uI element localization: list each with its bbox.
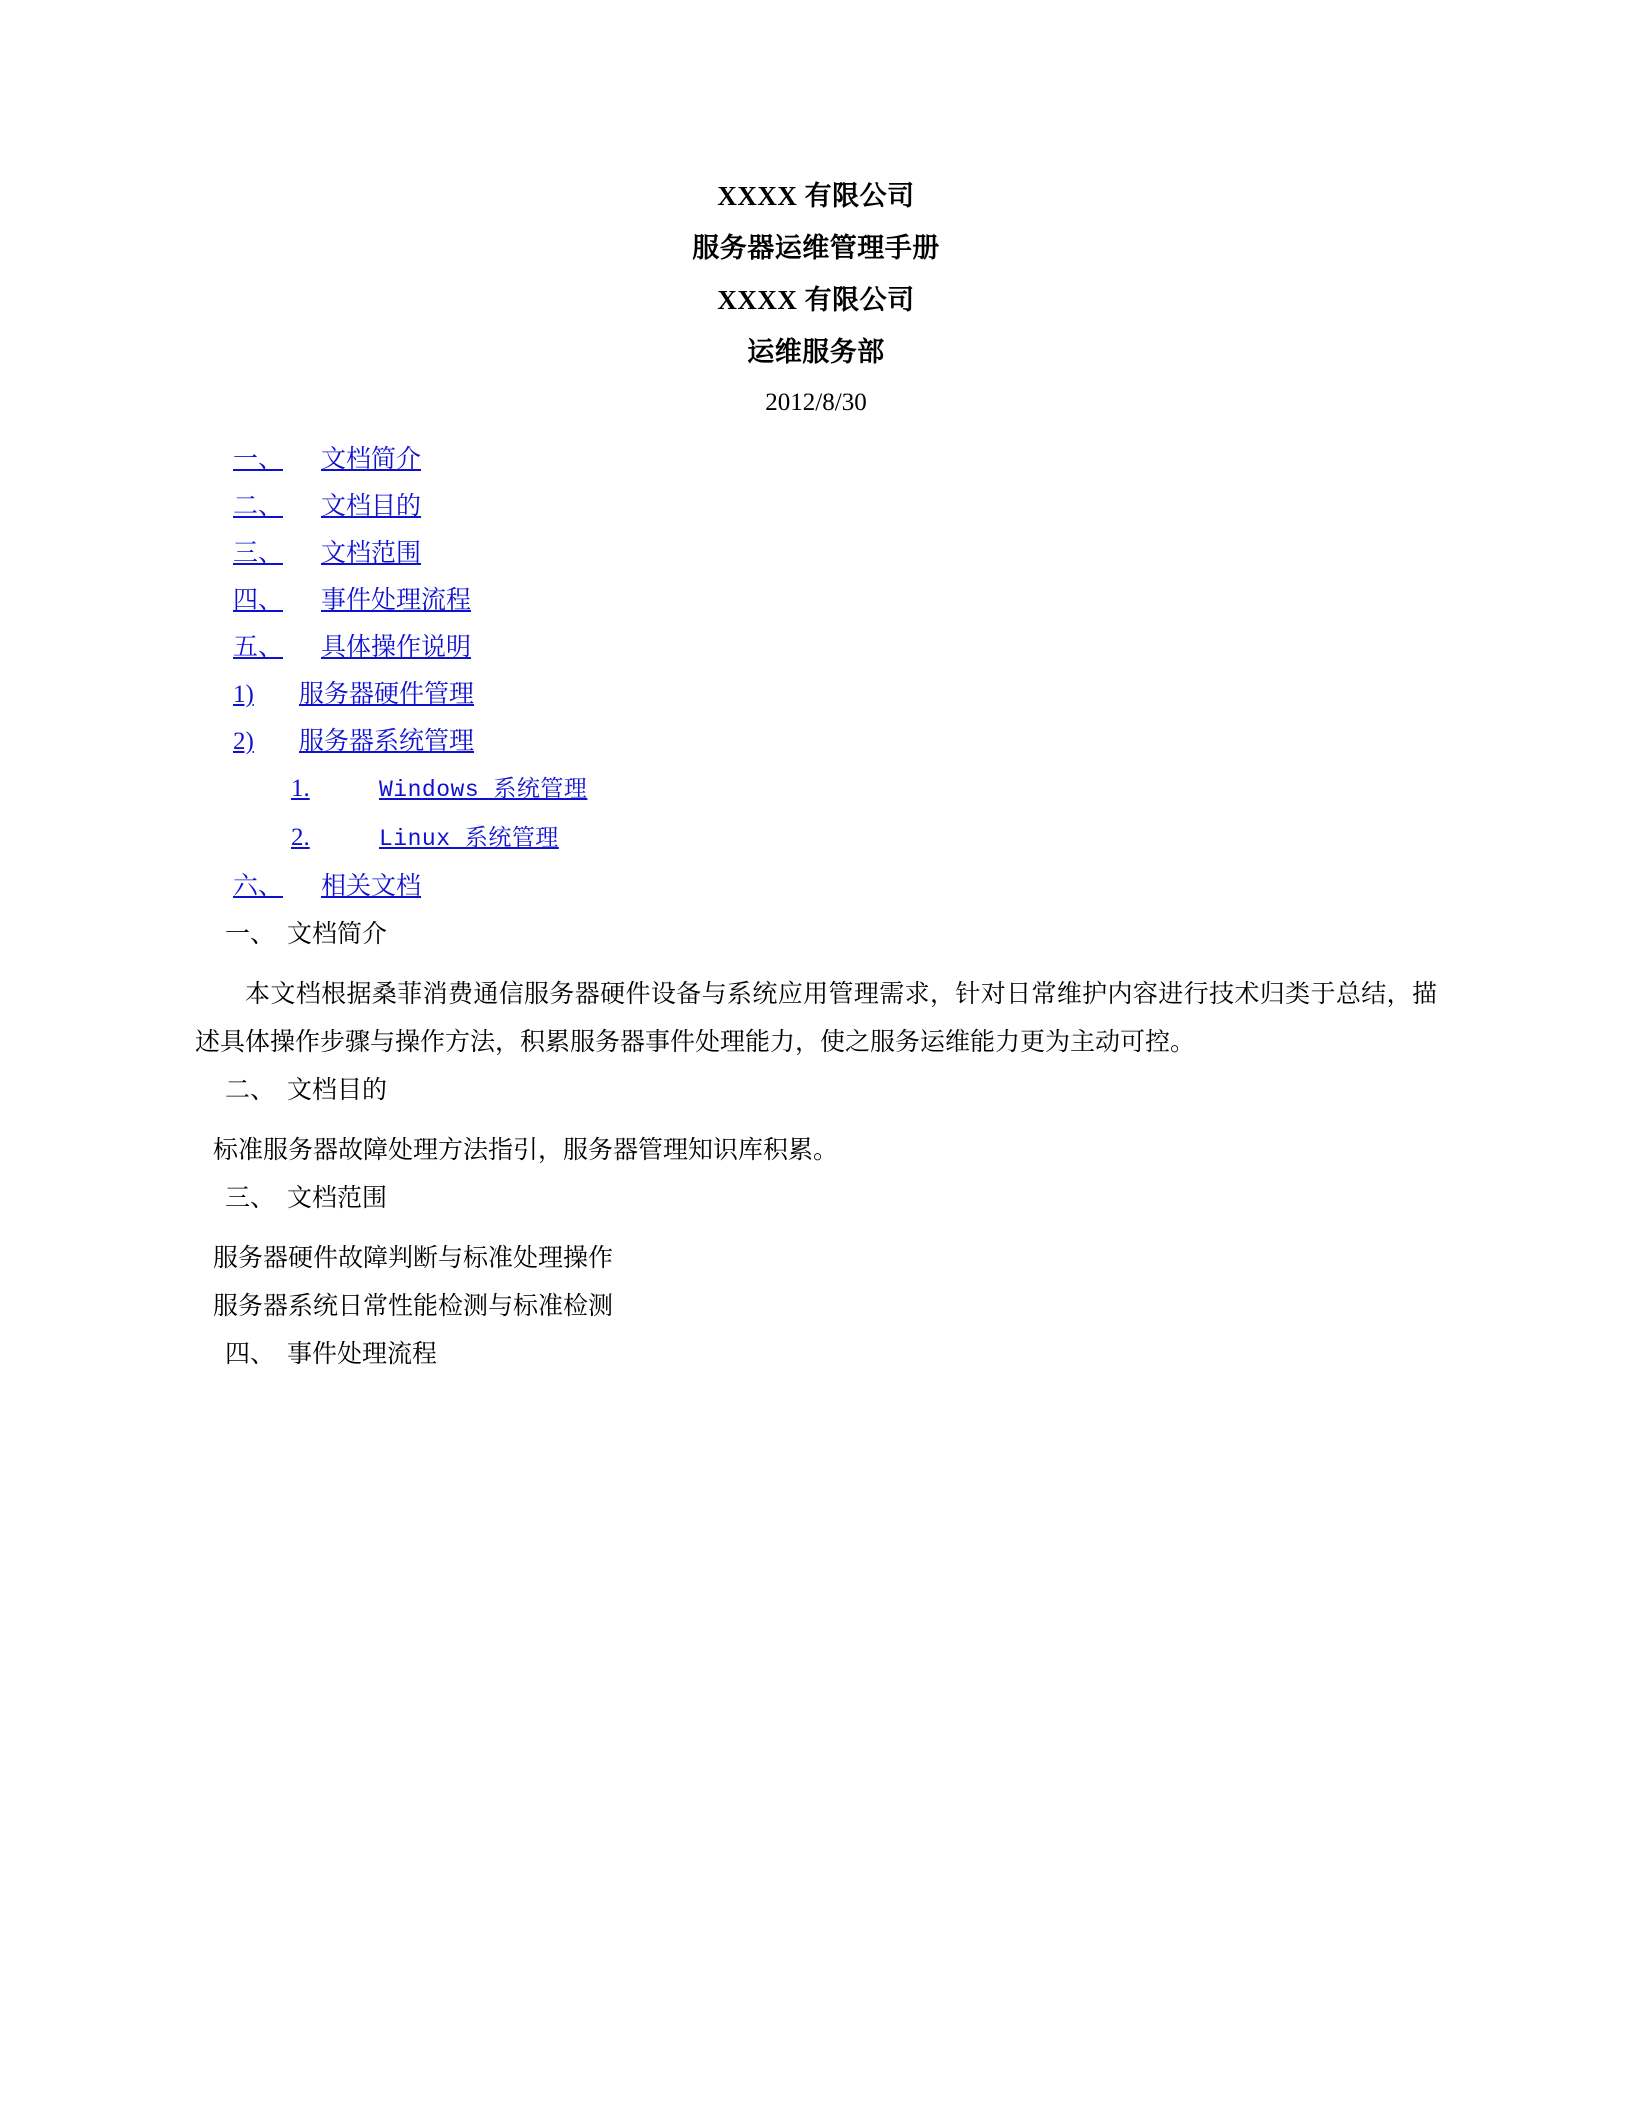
toc-entry-number: 四、 [233,587,284,614]
section-3-paragraph-1: 服务器硬件故障判断与标准处理操作 [213,1244,614,1272]
toc-entry-label[interactable]: 事件处理流程 [321,586,472,614]
section-1-heading [195,910,1437,958]
toc-entry-3[interactable] [195,530,1437,577]
company-name-line-1: XXXX 有限公司 [717,181,915,211]
section-2-heading [195,1066,1437,1114]
section-4 [195,1330,1437,1378]
spacer [195,1222,1437,1234]
department-line: 运维服务部 [747,337,885,367]
toc-entry-label[interactable]: 文档目的 [321,492,422,520]
toc-entry-number: 2) [233,728,254,755]
toc-entry-label[interactable]: 服务器硬件管理 [299,680,475,708]
toc-entry-number: 六、 [233,873,284,900]
toc-entry-label[interactable]: 文档范围 [321,539,422,567]
toc-entry-number: 1. [291,775,310,802]
section-3-title: 文档范围 [287,1184,388,1212]
toc-entry-4[interactable] [195,577,1437,624]
spacer [195,1114,1437,1126]
toc-entry-number: 1) [233,681,254,708]
section-2-title: 文档目的 [287,1076,388,1104]
manual-title-line: 服务器运维管理手册 [692,233,940,263]
toc-entry-5[interactable] [195,624,1437,671]
toc-entry-label[interactable]: Linux 系统管理 [379,826,559,852]
company-name-line-2: XXXX 有限公司 [717,285,915,315]
toc-entry-number: 2. [291,824,310,851]
toc-entry-number: 一、 [233,446,284,473]
toc-entry-7[interactable] [195,718,1437,765]
document-title-block [195,170,1437,428]
section-4-title: 事件处理流程 [287,1340,438,1368]
toc-entry-8[interactable] [195,765,1437,814]
section-4-number: 四、 [225,1340,276,1368]
section-2 [195,1066,1437,1174]
toc-entry-label[interactable]: 相关文档 [321,872,422,900]
section-3 [195,1174,1437,1330]
section-1-paragraph-1: 本文档根据桑菲消费通信服务器硬件设备与系统应用管理需求，针对日常维护内容进行技术归类于总结，描述具体操作步骤与操作方法，积累服务器事件处理能力，使之服务运维能力更为主动可控。 [195,980,1437,1056]
toc-entry-number: 二、 [233,493,284,520]
toc-entry-number: 五、 [233,634,284,661]
section-2-number: 二、 [225,1076,276,1104]
toc-entry-label[interactable]: 具体操作说明 [321,633,472,661]
toc-entry-6[interactable] [195,671,1437,718]
toc-entry-label[interactable]: 服务器系统管理 [299,727,475,755]
toc-entry-10[interactable] [195,863,1437,910]
section-3-paragraph-2: 服务器系统日常性能检测与标准检测 [213,1292,614,1320]
section-2-paragraph-1: 标准服务器故障处理方法指引，服务器管理知识库积累。 [213,1136,839,1164]
section-3-number: 三、 [225,1184,276,1212]
table-of-contents [195,436,1437,910]
toc-entry-2[interactable] [195,483,1437,530]
section-1 [195,910,1437,1066]
section-1-title: 文档简介 [287,920,388,948]
document-date: 2012/8/30 [765,389,867,416]
spacer [195,958,1437,970]
section-4-heading [195,1330,1437,1378]
toc-entry-9[interactable] [195,814,1437,863]
section-1-number: 一、 [225,920,276,948]
section-3-heading [195,1174,1437,1222]
toc-entry-1[interactable] [195,436,1437,483]
toc-entry-label[interactable]: 文档简介 [321,445,422,473]
toc-entry-number: 三、 [233,540,284,567]
toc-entry-label[interactable]: Windows 系统管理 [379,777,588,803]
